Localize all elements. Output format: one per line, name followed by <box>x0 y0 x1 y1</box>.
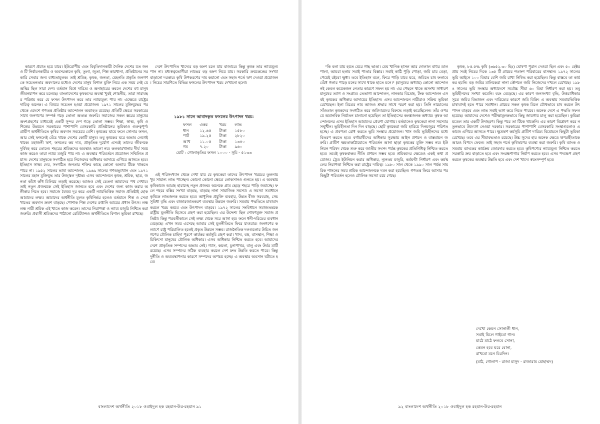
table-cell: ১১.০৫ <box>199 138 212 144</box>
left-column-1 <box>20 64 148 396</box>
table-cell: টাকা <box>219 138 227 144</box>
right-page-footer: ৯২ বাংলাদেশ অর্থনীতি ২০১৮ ওবাইদুল হক রহমান-উর-রহমান <box>398 404 502 409</box>
right-column-1-text: "কি বলা যায় হয়ত মেরে গাছ ভাঙা। মেঘ খানিক হাসল আর দোলাল বাহুর ডালপালা, আমরা হলাম সবাই পাতার বিস্তার। সবাই কাঠি পুড়ি পোড়া, জমি চায় বেড়া, পেয়েই রইবো ক্ষুধা। তবে ইতিহাস বলে, ফিরে পাড়ি যাবে ঘরে, জমিতে চাষ ফলাবে বেঁধে গলার পাড়ে মনের সাথে থাকে হাতে মনে।" (মানুষের অধ্যায়) কোনো আন্দোলনই কেবল কয়েকজন নেতার কারণে সফল হয় না। এর পেছনে থাকে অসংখ্য সাধারণ মানুষের ত্যাগ ও সংগ্রাম। তেভাগা আন্দোলন, নানকার বিদ্রোহ, টংক আন্দোলন এসবই কৃষকের অধিকার আদায়ের ইতিহাস। এসব আন্দোলনে নারীরাও সক্রিয় ভূমিকা রেখেছেন। ইলা মিত্রের নাম আজও শ্রদ্ধার সাথে স্মরণ করা হয়। তিনি নাচোলের সাঁওতাল কৃষকদের সংগঠিত করে জমিদারদের বিরুদ্ধে লড়াই করেছিলেন। তাঁর ওপর যে অমানবিক নির্যাতন চালানো হয়েছিল তা ইতিহাসের কলঙ্কজনক অধ্যায়। কৃষক আন্দোলনের এসব ইতিহাস আমাদের প্রেরণা যোগায়। বর্তমানেও কৃষকেরা নানা সমস্যার সম্মুখীন। ভূমিহীনতা দিন দিন বাড়ছে। ছোট কৃষকেরা জমি হারিয়ে দিনমজুরে পরিণত হচ্ছে। এ প্রবণতা রোধ করতে ভূমি সংস্কার প্রয়োজন। খাস জমি ভূমিহীনদের মধ্যে বিতরণ করতে হবে। বর্গাচাষীদের অধিকার সুরক্ষায় আইন প্রণয়ন ও বাস্তবায়ন জরুরি। গ্রামীণ ক্ষমতাকাঠামোতে পরিবর্তন আনা ছাড়া কৃষকের মুক্তি সম্ভব নয়। ইউনিয়ন পরিষদ থেকে শুরু করে জাতীয় সংসদ পর্যন্ত কৃষকের প্রতিনিধিত্ব নিশ্চিত করতে হবে। তবেই কৃষকবান্ধব নীতি প্রণয়ন সম্ভব হবে। শ্রমিকদের ক্ষেত্রেও একই কথা প্রযোজ্য। ট্রেড ইউনিয়ন করার অধিকার, ন্যূনতম মজুরি, কর্মঘণ্টা নির্ধারণ এবং কর্মস্থলের নিরাপত্তা নিশ্চিত করা রাষ্ট্রের দায়িত্ব। ১৯৮০ সাল থেকে ১৯৯০ সাল পর্যন্ত সামরিক শাসনের সময় শ্রমিক আন্দোলনকে দমন করা হয়েছিল। গণতন্ত্র ফিরে আসার পর কিছুটা পরিবর্তন হলেও মৌলিক সমস্যা রয়ে গেছে। <box>320 64 448 179</box>
table-cell: ১২.৬৫ <box>199 127 212 133</box>
table-cell: টাকা <box>219 127 227 133</box>
poem-line: রাখবো মনে চিরদিন। <box>476 350 510 356</box>
right-column-2-text: কৃষক, ৮৫.৫% কৃষি (৩৬৫২.৩০ হিঃ) ঘোষণা পুরান দেওয়া ছিল এবং ৫০ হেক্টর প্রায় সবই নিচের দিকে ১৩৫ টি গ্রামের শতাংশ পরিবারের বাসস্থান। ১৯৭২ সালের ভূমি আইনে ১০০ বিঘার বেশি জমি রাখা নিষিদ্ধ করা হয়েছিল। কিন্তু বাস্তবে তা কার্যকর হয়নি। বড় জমির মালিকেরা নানা কৌশলে জমি নিজেদের দখলে রেখেছে। ১৯৮৪ সালের ভূমি সংস্কার অধ্যাদেশে সর্বোচ্চ সীমা ৬০ বিঘা নির্ধারণ করা হয়। তবু ভূমিহীনদের সংখ্যা কমেনি। বরং বেড়েছে। এর কারণ জনসংখ্যা বৃদ্ধি, উত্তরাধিকার সূত্রে জমির বিভাজন এবং দারিদ্র্যের কারণে জমি বিক্রি। এ অবস্থায় সমবায়ভিত্তিক চাষাবাদই হতে পারে সমাধান। গ্রামের সকল কৃষক মিলে যৌথভাবে চাষ করলে উৎপাদন বাড়বে এবং লাভ সবাই ভাগ করে নিতে পারবে। অনেক দেশে এ পদ্ধতি সফল হয়েছে। আমাদের দেশেও পরীক্ষামূলকভাবে কিছু জায়গায় চালু করা হয়েছিল। কুমিল্লা মডেল তার একটি উদাহরণ। কিন্তু পরে তা টিকে থাকেনি। এর কারণ বিশ্লেষণ করে নতুনভাবে উদ্যোগ নেওয়া দরকার। সরকারের পাশাপাশি বেসরকারি সংস্থাগুলোও এ কাজে এগিয়ে আসতে পারে। ক্ষুদ্রঋণ কর্মসূচি গ্রামীণ দারিদ্র্য বিমোচনে কিছুটা ভূমিকা রেখেছে। তবে এর সীমাবদ্ধতাও রয়েছে। উচ্চ সুদের হার অনেক ক্ষেত্রে ঋণগ্রহীতাকে আরও বিপদে ফেলে। তাই সহজ শর্তে কৃষিঋণের ব্যবস্থা করা জরুরি। কৃষি ব্যাংক ও সমবায় ব্যাংকের কার্যক্রম জোরদার করতে হবে। কৃষিপণ্যের ন্যায্যমূল্য নিশ্চিত করতে সরকারি ক্রয় বাড়াতে হবে এবং সংরক্ষণাগার নির্মাণ করতে হবে। এসব পদক্ষেপ গ্রহণ করলে কৃষকের অবস্থার উন্নতি হবে এবং দেশ খাদ্যে স্বয়ংসম্পূর্ণ হবে। <box>452 64 580 162</box>
table-cell: ১৯.২৫ <box>199 133 212 139</box>
table-cell: আখ <box>183 138 191 144</box>
table-cell: ১৩৪০ <box>234 138 245 144</box>
poem-block <box>476 326 580 365</box>
poem-line: কেমন হবে ঘরে বোনা, <box>476 344 512 350</box>
poem-line: সবাই মিলে গাইবো গান। <box>476 332 516 338</box>
crop-cost-table-title: ১৯৮১ সালে আবাদকৃত ফসলের উৎপাদন খরচ: <box>174 114 254 119</box>
table-cell: একর <box>199 122 208 127</box>
poem-credit: (মাঠ, গোলাপ - রাজা মাসুদ - রাজারাম মোহাম্মদ) <box>476 359 554 365</box>
right-column-1 <box>320 64 448 396</box>
table-cell: ফসল <box>183 122 192 127</box>
crop-cost-table-total: মোট : গোলাকৃতির ফসল ১০০০ - সূচি - ৫১৩৩ <box>176 149 252 155</box>
table-cell: ধান <box>183 127 189 133</box>
left-column-1-text: কারণে প্রয়াত হয়ে যাবে। ইউরোপীয় এবং বিবৃতিদানকারী দৈনিক দেশের যত জন ও টি নির্বাচনকারীর ও অবসরকালে কৃষি, তুলা, জুতা, শিল্প কারখানা, প্রতিষ্ঠানের সরকারি সেবার জন্য বাধ্যতামূলক। তাই শ্রমিক, কৃষক, জনতা, মেহনতি প্রকৃতি জনগণকে সচেতনতার অবদানের মধ্যেও দেশের মানুষ বিশাল মুক্তি নিয়ে এক সময় নেই যে অস্থির ছিল সারা দেশ। বর্তমান বিশ্বে দারিদ্র্য ও অনাহারের কবলে দেশের বহু মানুষ জীবনযাপন করে চলেছে। বাংলাদেশের কৃষকদের অবস্থা খুবই শোচনীয়, তারা সারাবছর পরিশ্রম করে যে ফসল উৎপাদন করে তার ন্যায্যমূল্য পায় না। এক্ষেত্রে রাষ্ট্রের দায়িত্ব অনেক। এ বিষয়ে সচেতন হওয়া প্রয়োজন। ১৯৭১ সালের মুক্তিযুদ্ধের পর থেকে এদেশে গণতন্ত্র প্রতিষ্ঠার আন্দোলন অব্যাহত রয়েছে। প্রতিটি ক্ষেত্রে সরকারের সাথে জনগণের সম্পর্ক গড়ে তোলা অত্যন্ত জরুরি। সমাজের সকল স্তরের মানুষের অংশগ্রহণের মাধ্যমেই একটি সুন্দর দেশ গড়ে তোলা সম্ভব। শিক্ষা, স্বাস্থ্য, কৃষি ও শিল্পের উন্নয়নে সরকারের পাশাপাশি বেসরকারি প্রতিষ্ঠানের ভূমিকাও গুরুত্বপূর্ণ। গ্রামীণ অর্থনীতিতে কৃষির অবদান সবচেয়ে বেশি। কৃষকের ঘামে ফলে সোনার ফসল, আর সেই ফসলেই বেঁচে থাকে দেশের কোটি মানুষ। তবু কৃষকের ঘরে অভাব লেগেই থাকে। মহাজনী ঋণ, ফসলের কম দাম, প্রাকৃতিক দুর্যোগ এসবই তাদের জীবনকে দুর্বিষহ করে তোলে। শহরের শ্রমিকদের অবস্থাও ভালো নয়। কলকারখানায় দীর্ঘ সময় কাজ করেও তারা ন্যায্য মজুরি পায় না। এ অবস্থার পরিবর্তনে প্রয়োজন সম্মিলিত প্রয়াস। দেশের মানুষকে সংগঠিত হয়ে নিজেদের অধিকার আদায়ে এগিয়ে আসতে হবে। ইতিহাস সাক্ষ্য দেয়, সংগঠিত জনতার শক্তির কাছে কোনো অন্যায় টিকে থাকতে পারে না। ১৯৫২ সালের ভাষা আন্দোলন, ১৯৬৯ সালের গণঅভ্যুত্থান এবং ১৯৭১ সালের মহান মুক্তিযুদ্ধ তার উজ্জ্বল দৃষ্টান্ত। এসব আন্দোলনে কৃষক, শ্রমিক, ছাত্র, জনতা কাঁধে কাঁধ মিলিয়ে লড়াই করেছে। আজও সেই চেতনা আমাদের পথ দেখায়। তাই নতুন প্রজন্মকে সেই ইতিহাস জানতে হবে এবং দেশের জন্য কাজ করার অঙ্গীকার নিতে হবে। সমাজে বৈষম্য দূর করে একটি ন্যায়ভিত্তিক সমাজ প্রতিষ্ঠাই হোক আমাদের লক্ষ্য। আমাদের অর্থনীতি মূলত কৃষিনির্ভর হলেও বর্তমানে শিল্প ও সেবা খাতের অবদান ক্রমশ বাড়ছে। পোশাক শিল্প দেশের রপ্তানি আয়ের প্রধান উৎস। লক্ষ লক্ষ নারী শ্রমিক এই খাতে কাজ করেন। তাদের নিরাপত্তা ও ন্যায্য মজুরি নিশ্চিত করা জরুরি। প্রবাসী শ্রমিকদের পাঠানো রেমিট্যান্সও অর্থনীতিতে বিশাল ভূমিকা রাখছে। <box>20 64 148 217</box>
right-column-2 <box>452 64 580 322</box>
table-cell: খরচ <box>219 122 227 127</box>
poem-lines <box>476 326 580 357</box>
right-page <box>300 0 600 424</box>
table-cell: লাভ <box>234 122 242 127</box>
crop-cost-table <box>179 122 249 150</box>
table-cell: ৭.২০ <box>199 144 209 150</box>
left-column-2-intro-text: দেশে উৎপাদিত খাদ্যের বড় অংশ চলে যায় বাজারে। কিন্তু কৃষক তার ন্যায্যমূল্য পান না। মধ্যস্বত্বভোগীরা লাভের বড় অংশ নিয়ে যায়। সরকারি ক্রয়কেন্দ্রের সংখ্যা বাড়ানো দরকার। কৃষি উপকরণের দাম কমানো এবং সহজ শর্তে ঋণ দেওয়া প্রয়োজন। নিচের সারণিতে বিভিন্ন ফসলের উৎপাদন খরচ দেখানো হলো। <box>150 64 278 86</box>
poem-line: মাঠে মাঠে ফলবে সোনা, <box>476 338 515 344</box>
table-cell: টাকা <box>219 133 227 139</box>
table-cell: পাট <box>183 133 190 139</box>
table-cell: ৯৬০ <box>234 144 243 150</box>
left-column-2-intro <box>150 64 278 110</box>
left-page-footer: বাংলাদেশ অর্থনীতি ২০১৮ ওবাইদুল হক রহমান-উর-রহমান ৯১ <box>98 404 202 409</box>
table-cell: টাকা <box>219 144 227 150</box>
poem-line: দেখো কেমন সোনালী ধান, <box>476 326 520 331</box>
left-column-2-body <box>150 172 278 396</box>
table-cell: গম <box>183 144 188 150</box>
table-cell: ১৫৮০ <box>234 127 245 133</box>
left-column-2-body-text: এই পরিসংখ্যান থেকে দেখা যায় যে কৃষকেরা তাদের উৎপাদন খরচের তুলনায় খুব সামান্য লাভ পাচ্ছেন। কোনো কোনো ক্ষেত্রে লোকসানও গুনতে হয়। এ অবস্থায় কৃষিকাজে আগ্রহ হারাচ্ছে নতুন প্রজন্ম। অনেকে গ্রাম ছেড়ে শহরে পাড়ি জমাচ্ছে। ফলে শহরে বস্তির সংখ্যা বাড়ছে, বাড়ছে নানা সামাজিক সমস্যা। এ সমস্যা সমাধানে কৃষিকে লাভজনক করতে হবে। আধুনিক প্রযুক্তি ব্যবহার, উন্নত বীজ সরবরাহ, সেচ সুবিধা বৃদ্ধি এবং বাজারজাতকরণ ব্যবস্থার উন্নয়ন জরুরি। সমবায় পদ্ধতিতে চাষাবাদ করলে খরচ কমবে এবং উৎপাদন বাড়বে। ১৯৭২ সালের সংবিধানে সমাজতন্ত্রকে রাষ্ট্রীয় মূলনীতি হিসেবে গ্রহণ করা হয়েছিল। এর উদ্দেশ্য ছিল শোষণমুক্ত সমাজ প্রতিষ্ঠা। কিন্তু পরবর্তীকালে সেই লক্ষ্য থেকে সরে আসা হয়। ফলে ধনী-দরিদ্রের ব্যবধান বেড়েছে। এখন সময় এসেছে আবার সেই মূলনীতিতে ফিরে যাওয়ার। জনগণের কল্যাণে রাষ্ট্র পরিচালিত হলেই প্রকৃত উন্নয়ন সম্ভব। রাজনৈতিক দলগুলোর উচিত জনগণের মৌলিক চাহিদা পূরণে কার্যকর কর্মসূচি গ্রহণ করা। খাদ্য, বস্ত্র, বাসস্থান, শিক্ষা ও চিকিৎসা মানুষের মৌলিক অধিকার। এসব অধিকার নিশ্চিত করতে হবে। আমাদের দেশে প্রাকৃতিক সম্পদের অভাব নেই। গ্যাস, কয়লা, চুনাপাথর, বালু এবং উর্বর মাটি রয়েছে। এসব সম্পদের সঠিক ব্যবহার করলে দেশ দ্রুত উন্নতি করতে পারে। কিন্তু দুর্নীতি ও অব্যবস্থাপনার কারণে সম্পদের অপচয় হচ্ছে। এ অবস্থার অবসান ঘটাতে হবে। <box>150 172 278 265</box>
table-cell: ২৮২০ <box>234 133 245 139</box>
crop-cost-table-block <box>150 114 278 156</box>
